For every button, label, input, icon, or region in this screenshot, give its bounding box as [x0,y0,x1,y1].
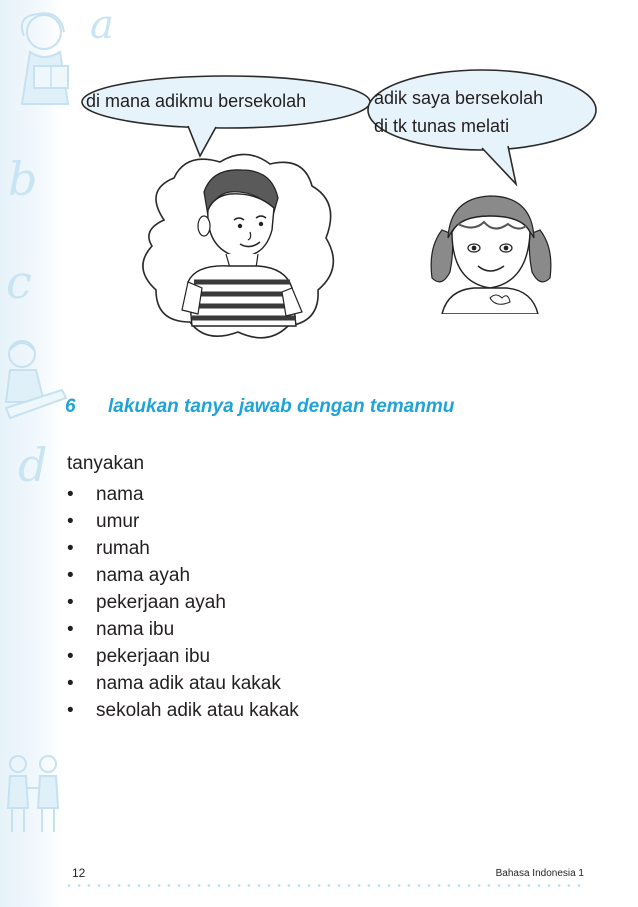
question-text: pekerjaan ayah [96,592,226,613]
boy-speech-text: di mana adikmu bersekolah [86,91,307,111]
footer-dotted-line [64,884,584,887]
bullet-marker: • [67,619,74,640]
decor-letter-b: b [8,152,38,206]
question-text: sekolah adik atau kakak [96,700,299,721]
list-item [67,589,299,616]
decor-letter-d: d [18,438,48,492]
list-item [67,508,299,535]
question-text: nama [96,484,144,505]
boy-speech-bubble [76,72,376,162]
page-number: 12 [72,866,86,880]
ask-label: tanyakan [67,453,145,474]
bullet-marker: • [67,565,74,586]
girl-speech-line2: di tk tunas melati [374,116,510,136]
bullet-marker: • [67,538,74,559]
girl-illustration [428,186,554,314]
list-item [67,562,299,589]
question-text: nama ayah [96,565,191,586]
bullet-marker: • [67,673,74,694]
list-item [67,670,299,697]
question-text: nama adik atau kakak [96,673,281,694]
decor-child-writing-figure [0,332,70,432]
question-text: pekerjaan ibu [96,646,211,667]
list-item [67,697,299,724]
activity-instruction: lakukan tanya jawab dengan temanmu [108,396,455,417]
question-list [67,481,299,724]
activity-number: 6 [65,396,76,417]
decor-two-kids-figure [2,752,68,838]
decor-letter-c: c [6,255,32,309]
activity-heading [65,396,454,418]
boy-illustration [134,150,342,346]
question-text: umur [96,511,140,532]
question-text: nama ibu [96,619,175,640]
bullet-marker: • [67,646,74,667]
decor-letter-a: a [90,2,114,48]
question-text: rumah [96,538,150,559]
list-item [67,535,299,562]
bullet-marker: • [67,484,74,505]
girl-speech-line1: adik saya bersekolah [374,88,544,108]
book-title: Bahasa Indonesia 1 [495,868,584,879]
bullet-marker: • [67,592,74,613]
list-item [67,643,299,670]
bullet-marker: • [67,511,74,532]
bullet-marker: • [67,700,74,721]
list-item [67,481,299,508]
list-item [67,616,299,643]
